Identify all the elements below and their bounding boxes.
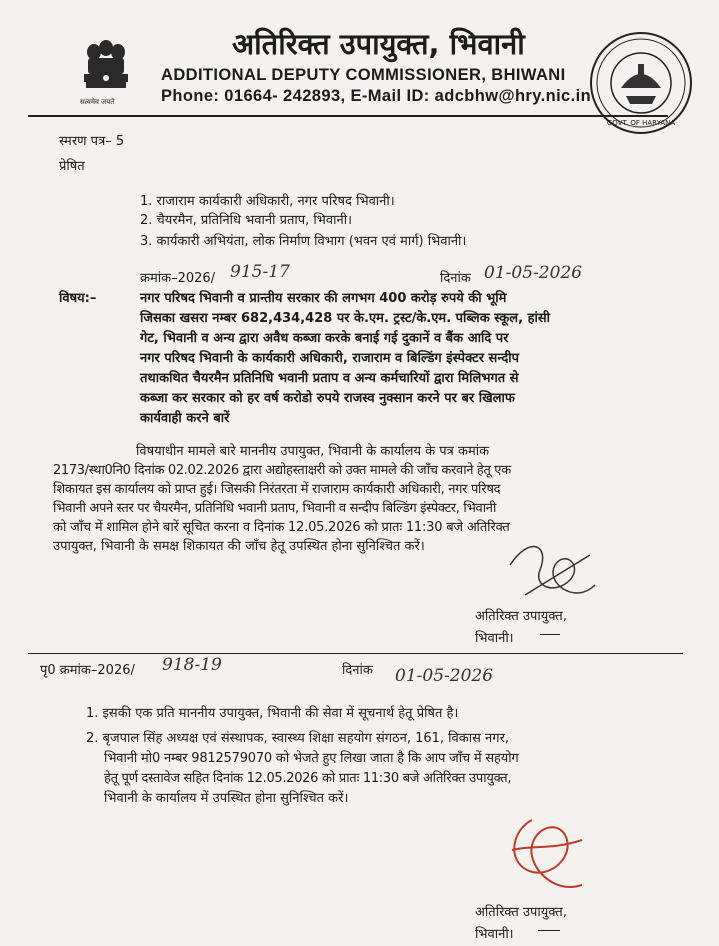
- signatory-title: अतिरिक्त उपायुक्त,: [475, 905, 567, 920]
- body-line: भिवानी अपने स्तर पर चैयरमैन, प्रतिनिधि भवानी प्रताप, भिवानी व सन्दीप बिल्डिंग इंस्पेक्टर, भिवानी: [53, 501, 496, 516]
- subject-line: कब्जा कर सरकार को हर वर्ष करोडो रुपये राजस्व नुक्सान करने पर बर खिलाफ: [140, 391, 515, 406]
- subject-line: जिसका खसरा नम्बर 682,434,428 पर के.एम. ट्रस्ट/के.एम. पब्लिक स्कूल, हांसी: [140, 311, 550, 326]
- date-handwritten: 01-05-2026: [484, 263, 583, 283]
- subject-line: तथाकथित चैयरमैन प्रतिनिधि भवानी प्रताप व अन्य कर्मचारियों द्वारा मिलिभगत से: [140, 371, 519, 386]
- letterhead-title-english: ADDITIONAL DEPUTY COMMISSIONER, BHIWANI: [161, 66, 566, 84]
- copy-item-line: भिवानी मो0 नम्बर 9812579070 को भेजते हुए लिखा जाता है कि आप जाँच में सहयोग: [104, 751, 519, 766]
- signature-stroke: [540, 634, 560, 635]
- emblem-motto: सत्यमेव जयते: [80, 98, 115, 106]
- header-divider: [28, 115, 668, 117]
- ref-number-handwritten: 915-17: [230, 262, 290, 282]
- subject-line: नगर परिषद भिवानी व प्रान्तीय सरकार की लगभग 400 करोड़ रुपये की भूमि: [140, 291, 507, 306]
- recipient-item: 1. राजाराम कार्यकारी अधिकारी, नगर परिषद भिवानी।: [140, 194, 395, 209]
- body-line: उपायुक्त, भिवानी के समक्ष शिकायत की जाँच हेतू उपस्थित होना सुनिश्चित करें।: [53, 539, 425, 554]
- endorsement-ref-label: पृ0 क्रमांक–2026/: [40, 663, 135, 678]
- copy-item: 2. बृजपाल सिंह अध्यक्ष एवं संस्थापक, स्वास्थ्य शिक्षा सहयोग संगठन, 161, विकास नगर,: [86, 731, 510, 746]
- letterhead-contact: Phone: 01664- 242893, E-Mail ID: adcbhw@hry.nic.in: [161, 87, 592, 105]
- body-line: को जाँच में शामिल होने बारें सूचित करना व दिनांक 12.05.2026 को प्रातः 11:30 बजे अतिरिक्त: [53, 520, 510, 535]
- body-line: विषयाधीन मामले बारे माननीय उपायुक्त, भिवानी के कार्यालय के पत्र कमांक: [136, 444, 490, 459]
- copy-item-line: हेतू पूर्ण दस्तावेज सहित दिनांक 12.05.2026 को प्रातः 11:30 बजे अतिरिक्त उपायुक्त,: [104, 771, 512, 786]
- haryana-seal-icon: [588, 30, 694, 136]
- body-line: शिकायत इस कार्यालय को प्राप्त हुई। जिसकी निरंतरता में राजाराम कार्यकारी अधिकारी, नगर परिषद: [53, 482, 501, 497]
- signature-stroke: [538, 930, 560, 931]
- endorsement-date-label: दिनांक: [342, 663, 373, 678]
- endorsement-date-handwritten: 01-05-2026: [395, 666, 494, 686]
- ref-label: क्रमांक–2026/: [140, 271, 216, 286]
- endorsement-ref-handwritten: 918-19: [162, 655, 222, 675]
- subject-line: कार्यवाही करने बारें: [140, 411, 230, 426]
- to-label: प्रेषित: [59, 159, 85, 174]
- signatory-place: भिवानी।: [475, 631, 514, 646]
- copy-item-line: भिवानी के कार्यालय में उपस्थित होना सुनिश्चित करें।: [104, 791, 349, 806]
- signature-scribble-2: [492, 800, 602, 910]
- signatory-place: भिवानी।: [475, 927, 514, 942]
- subject-line: नगर परिषद भिवानी के कार्यकारी अधिकारी, राजाराम व बिल्डिंग इंस्पेक्टर सन्दीप: [140, 351, 520, 366]
- body-line: 2173/स्था0नि0 दिनांक 02.02.2026 द्वारा अद्योहस्ताक्षरी को उक्त मामले की जाँच करवाने हेतू एक: [53, 463, 511, 478]
- recipient-item: 3. कार्यकारी अभियंता, लोक निर्माण विभाग (भवन एवं मार्ग) भिवानी।: [140, 234, 467, 249]
- subject-label: विषय:–: [59, 291, 97, 306]
- letterhead-title-hindi: अतिरिक्त उपायुक्त, भिवानी: [232, 27, 525, 61]
- signature-scribble-1: [495, 525, 605, 615]
- seal-text: GOVT. OF HARYANA: [606, 119, 676, 127]
- recipient-item: 2. चैयरमैन, प्रतिनिधि भवानी प्रताप, भिवानी।: [140, 213, 353, 228]
- reminder-label: स्मरण पत्र– 5: [59, 134, 125, 149]
- copy-item: 1. इसकी एक प्रति माननीय उपायुक्त, भिवानी की सेवा में सूचनार्थ हेतू प्रेषित है।: [86, 706, 459, 721]
- date-label: दिनांक: [440, 271, 471, 286]
- endorsement-divider: [28, 653, 683, 654]
- subject-line: गेट, भिवानी व अन्य द्वारा अवैध कब्जा करके बनाई गई दुकानें व बैंक आदि पर: [140, 331, 509, 346]
- signatory-title: अतिरिक्त उपायुक्त,: [475, 609, 567, 624]
